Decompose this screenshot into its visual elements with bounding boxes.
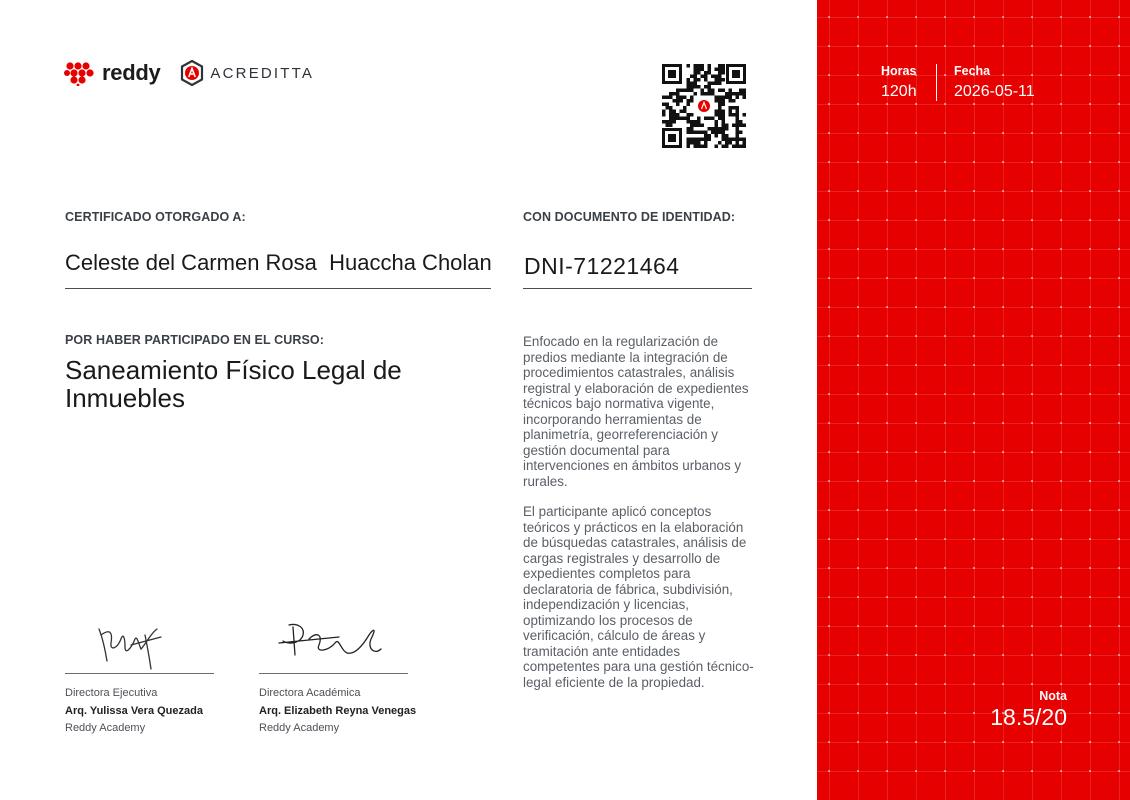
recipient-label: CERTIFICADO OTORGADO A: bbox=[65, 210, 246, 224]
acreditta-shield-logo-icon bbox=[180, 60, 204, 86]
grid-pattern bbox=[817, 0, 1130, 800]
signatory-organization: Reddy Academy bbox=[65, 722, 146, 734]
signatory-organization: Reddy Academy bbox=[259, 722, 340, 734]
course-description-paragraph-2: El participante aplicó conceptos teóricos y prácticos en la elaboración de búsquedas catastrales, análisis de cargas registrales y desarrollo de expedientes completos para declaratoria de fábrica, subdivisión, independización y licencias, optimizando los procesos de verificación, cálculo de áreas y tramitación ante entidades competentes para una gestión técnico-legal eficiente de la propiedad. bbox=[523, 504, 754, 690]
hours-value: 120h bbox=[881, 83, 917, 100]
identity-label: CON DOCUMENTO DE IDENTIDAD: bbox=[523, 210, 736, 224]
identity-value: DNI-71221464 bbox=[524, 253, 680, 279]
signatory-role: Directora Académica bbox=[259, 687, 361, 699]
course-description-paragraph-1: Enfocado en la regularización de predios mediante la integración de procedimientos catastrales, análisis registral y elaboración de expedientes técnicos bajo normativa vigente, incorporando herramientas de planimetría, georreferenciación y gestión documental para intervenciones en ámbitos urbanos y rurales. bbox=[523, 334, 749, 489]
hours-label: Horas bbox=[881, 64, 917, 78]
identity-underline bbox=[523, 288, 752, 289]
signatory-role: Directora Ejecutiva bbox=[65, 687, 158, 699]
reddy-dots-logo-icon bbox=[64, 60, 96, 86]
signature-line bbox=[65, 673, 214, 674]
recipient-name: Celeste del Carmen Rosa Huaccha Cholan bbox=[65, 250, 492, 275]
signature-icon bbox=[65, 615, 214, 675]
signature-line bbox=[259, 673, 408, 674]
date-value: 2026-05-11 bbox=[954, 83, 1035, 100]
acreditta-brand bbox=[180, 60, 314, 86]
signatory-name: Arq. Yulissa Vera Quezada bbox=[65, 705, 203, 717]
grade-value: 18.5/20 bbox=[990, 704, 1067, 730]
reddy-brand-name: reddy bbox=[102, 60, 161, 85]
course-label: POR HABER PARTICIPADO EN EL CURSO: bbox=[65, 333, 324, 347]
side-panel bbox=[817, 0, 1130, 800]
course-title: Saneamiento Físico Legal de Inmuebles bbox=[65, 355, 402, 413]
panel-divider bbox=[936, 64, 937, 101]
acreditta-brand-name: ACREDITTA bbox=[210, 64, 315, 82]
qr-code-icon bbox=[662, 64, 746, 148]
reddy-brand bbox=[64, 60, 160, 86]
grade-label: Nota bbox=[1039, 689, 1067, 703]
date-label: Fecha bbox=[954, 64, 991, 78]
brand-row bbox=[64, 60, 314, 86]
signatory-name: Arq. Elizabeth Reyna Venegas bbox=[259, 705, 417, 717]
recipient-underline bbox=[65, 288, 491, 289]
signature-icon bbox=[259, 615, 408, 675]
